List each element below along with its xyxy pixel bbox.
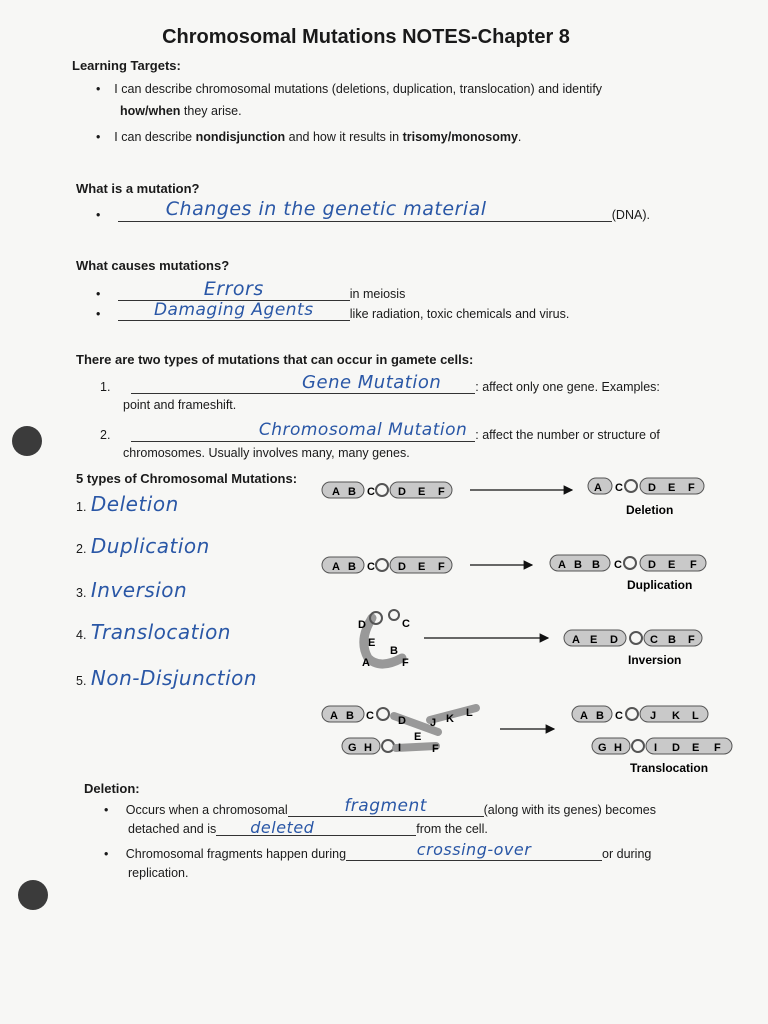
question-two-types: There are two types of mutations that can occur in gamete cells:: [76, 352, 474, 367]
handwritten-answer-agents: Damaging Agents: [118, 300, 350, 321]
gene-label: D: [648, 482, 656, 494]
gene-label: D: [610, 634, 618, 646]
target-2-text-b: and how it results in: [285, 130, 403, 144]
item-number: 3.: [76, 586, 87, 600]
gene-label: B: [346, 710, 354, 722]
gene-label: D: [398, 715, 406, 727]
binder-hole-top: [12, 426, 42, 456]
gene-label: E: [368, 637, 376, 649]
handwritten-answer-mutation: Changes in the genetic material: [118, 198, 612, 222]
gene-label: G: [598, 742, 607, 754]
handwritten-translocation: Translocation: [90, 620, 231, 644]
handwritten-answer-gene-mutation: Gene Mutation: [131, 372, 475, 394]
deletion-text-c: detached and is: [128, 822, 217, 836]
gene-label: C: [402, 618, 410, 630]
gene-label: I: [398, 742, 402, 754]
five-types-heading: 5 types of Chromosomal Mutations:: [76, 471, 298, 486]
gene-label: C: [367, 561, 375, 573]
deletion-text-b: (along with its genes) becomes: [483, 803, 656, 817]
gene-label: F: [690, 559, 697, 571]
type-1-number: 1.: [100, 380, 111, 394]
type-2-suffix: : affect the number or structure of: [475, 428, 660, 442]
question-what-causes: What causes mutations?: [76, 258, 230, 273]
handwritten-crossing-over: crossing-over: [346, 840, 602, 861]
inversion-result-chromosome: [564, 630, 702, 646]
gene-label: F: [438, 561, 445, 573]
gene-label: D: [398, 486, 406, 498]
deletion-text-d: from the cell.: [416, 822, 488, 836]
deletion-heading: Deletion:: [84, 781, 140, 796]
learning-target-1-cont: [120, 104, 242, 118]
target-1-text: I can describe chromosomal mutations (deletions, duplication, translocation) and identify: [114, 82, 603, 96]
type-1-line: [100, 372, 660, 394]
gene-label: B: [348, 561, 356, 573]
handwritten-fragment: fragment: [288, 796, 484, 817]
item-number: 5.: [76, 674, 87, 688]
gene-label: E: [590, 634, 598, 646]
learning-target-2: [96, 130, 521, 144]
type-item-1: [76, 492, 179, 516]
target-2-bold-b: trisomy/monosomy: [402, 130, 518, 144]
errors-suffix: in meiosis: [349, 287, 406, 301]
gene-label: A: [362, 657, 370, 669]
type-2-number: 2.: [100, 428, 111, 442]
translocation-diagram-label: Translocation: [630, 761, 709, 775]
deletion-bullet-1-cont: [128, 818, 488, 836]
page-title: Chromosomal Mutations NOTES-Chapter 8: [162, 26, 570, 48]
learning-target-1: [96, 82, 602, 96]
target-2-bold-a: nondisjunction: [195, 130, 286, 144]
gene-label: H: [614, 742, 622, 754]
handwritten-non-disjunction: Non-Disjunction: [90, 666, 258, 690]
bullet: •: [104, 803, 109, 817]
type-2-line: [100, 420, 660, 442]
handwritten-inversion: Inversion: [90, 578, 188, 602]
target-2-text-a: I can describe: [114, 130, 196, 144]
inversion-loop-chromosome: [358, 610, 410, 669]
gene-label: A: [332, 486, 340, 498]
gene-label: F: [714, 742, 721, 754]
gene-label: B: [574, 559, 582, 571]
gene-label: D: [358, 619, 366, 631]
gene-label: K: [446, 713, 454, 725]
type-item-4: [76, 620, 231, 644]
gene-label: F: [438, 486, 445, 498]
gene-label: L: [466, 707, 473, 719]
deletion-bullet-1: [104, 796, 656, 817]
gene-label: B: [596, 710, 604, 722]
bullet: •: [96, 208, 101, 222]
gene-label: A: [594, 482, 602, 494]
answer-line-agents: [96, 300, 569, 321]
gene-label: E: [414, 731, 422, 743]
gene-label: B: [348, 486, 356, 498]
handwritten-answer-errors: Errors: [118, 278, 350, 301]
bullet: •: [96, 307, 101, 321]
type-1-suffix: : affect only one gene. Examples:: [475, 380, 660, 394]
agents-suffix: like radiation, toxic chemicals and virus.: [349, 307, 570, 321]
gene-label: F: [402, 657, 409, 669]
gene-label: J: [430, 717, 437, 729]
item-number: 4.: [76, 628, 87, 642]
bullet: •: [104, 847, 109, 861]
type-item-3: [76, 578, 187, 602]
inversion-diagram-label: Inversion: [628, 653, 682, 667]
deletion-result-chromosome: [588, 478, 704, 494]
gene-label: D: [398, 561, 406, 573]
deletion-text-f: or during: [602, 847, 652, 861]
chromosome-mutation-diagram: [310, 470, 750, 780]
deletion-bullet-2: [104, 840, 651, 861]
type-2-cont: chromosomes. Usually involves many, many genes.: [123, 446, 410, 460]
gene-label: B: [390, 645, 398, 657]
item-number: 1.: [76, 500, 87, 514]
gene-label: E: [668, 482, 676, 494]
duplication-result-chromosome: [550, 555, 706, 571]
bullet: •: [96, 130, 101, 144]
deletion-diagram-label: Deletion: [626, 503, 674, 517]
gene-label: E: [418, 561, 426, 573]
deletion-text-e: Chromosomal fragments happen during: [125, 847, 347, 861]
gene-label: C: [650, 634, 658, 646]
translocation-result-chromosomes: [572, 706, 732, 754]
target-1-bold: how/when: [120, 104, 181, 118]
gene-label: E: [692, 742, 700, 754]
handwritten-deleted: deleted: [216, 818, 416, 836]
gene-label: B: [592, 559, 600, 571]
handwritten-deletion: Deletion: [90, 492, 179, 516]
type-1-cont: point and frameshift.: [123, 398, 237, 412]
gene-label: F: [688, 634, 695, 646]
gene-label: L: [692, 710, 699, 722]
deletion-bullet-2-cont: replication.: [128, 866, 189, 880]
target-2-text-c: .: [517, 130, 522, 144]
type-item-2: [76, 534, 210, 558]
handwritten-answer-chromosomal-mutation: Chromosomal Mutation: [131, 420, 475, 442]
translocation-original-chromosomes: [322, 706, 476, 755]
gene-label: K: [672, 710, 680, 722]
duplication-diagram-label: Duplication: [627, 578, 693, 592]
target-1-rest: they arise.: [180, 104, 242, 118]
dna-suffix: (DNA).: [611, 208, 650, 222]
gene-label: C: [366, 710, 374, 722]
item-number: 2.: [76, 542, 87, 556]
gene-label: A: [330, 710, 338, 722]
bullet: •: [96, 287, 101, 301]
type-item-5: [76, 666, 257, 690]
learning-targets-heading: Learning Targets:: [72, 58, 181, 73]
binder-hole-bottom: [18, 880, 48, 910]
bullet: •: [96, 82, 101, 96]
gene-label: D: [672, 742, 680, 754]
gene-label: F: [688, 482, 695, 494]
gene-label: B: [668, 634, 676, 646]
answer-line-errors: [96, 278, 405, 301]
gene-label: I: [654, 742, 658, 754]
duplication-original-chromosome: [322, 557, 452, 573]
gene-label: H: [364, 742, 372, 754]
gene-label: G: [348, 742, 357, 754]
deletion-text-a: Occurs when a chromosomal: [125, 803, 288, 817]
gene-label: C: [367, 486, 375, 498]
gene-label: D: [648, 559, 656, 571]
gene-label: A: [572, 634, 580, 646]
gene-label: F: [432, 743, 439, 755]
gene-label: C: [614, 559, 622, 571]
handwritten-duplication: Duplication: [90, 534, 210, 558]
gene-label: E: [668, 559, 676, 571]
gene-label: C: [615, 710, 623, 722]
gene-label: C: [615, 482, 623, 494]
deletion-original-chromosome: [322, 482, 452, 498]
gene-label: J: [650, 710, 657, 722]
gene-label: E: [418, 486, 426, 498]
gene-label: A: [558, 559, 566, 571]
gene-label: A: [332, 561, 340, 573]
gene-label: A: [580, 710, 588, 722]
answer-line-mutation: [96, 198, 650, 222]
question-what-is-mutation: What is a mutation?: [76, 181, 200, 196]
